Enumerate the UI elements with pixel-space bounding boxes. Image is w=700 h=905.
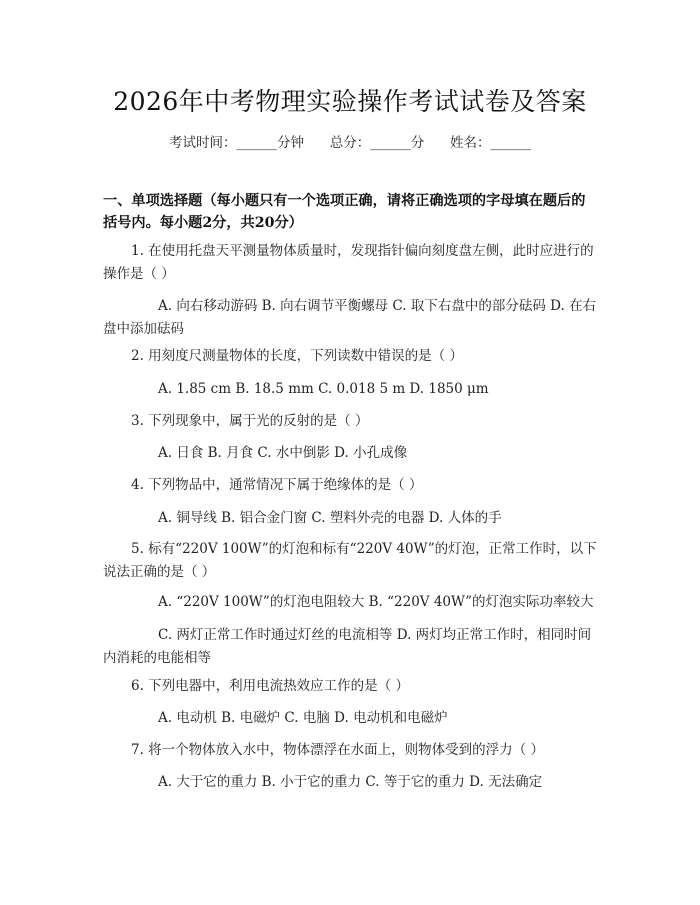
question-2-stem: 2. 用刻度尺测量物体的长度，下列读数中错误的是（ ）	[131, 348, 463, 364]
question-5-options-ab: A. “220V 100W”的灯泡电阻较大 B. “220V 40W”的灯泡实际功率较大	[158, 594, 594, 610]
question-7-options: A. 大于它的重力 B. 小于它的重力 C. 等于它的重力 D. 无法确定	[158, 774, 543, 790]
section-heading: 一、单项选择题（每小题只有一个选项正确，请将正确选项的字母填在题后的括号内。每小题2分，共20分）	[103, 193, 586, 231]
question-2-options: A. 1.85 cm B. 18.5 mm C. 0.018 5 m D. 1850 μm	[158, 381, 489, 397]
question-4-stem: 4. 下列物品中，通常情况下属于绝缘体的是（ ）	[131, 477, 423, 493]
question-4-options: A. 铜导线 B. 铝合金门窗 C. 塑料外壳的电器 D. 人体的手	[158, 510, 502, 526]
question-5-stem: 5. 标有“220V 100W”的灯泡和标有“220V 40W”的灯泡，正常工作时，以下说法正确的是（ ）	[103, 541, 597, 580]
question-1-options: A. 向右移动游码 B. 向右调节平衡螺母 C. 取下右盘中的部分砝码 D. 在右盘中添加砝码	[103, 298, 597, 337]
question-1-stem: 1. 在使用托盘天平测量物体质量时，发现指针偏向刻度盘左侧，此时应进行的操作是（ ）	[103, 243, 594, 282]
page-title: 2026年中考物理实验操作考试试卷及答案	[113, 87, 587, 116]
question-3-stem: 3. 下列现象中，属于光的反射的是（ ）	[131, 413, 369, 429]
exam-info-line: 考试时间：______分钟 总分：______分 姓名：______	[169, 135, 531, 151]
question-5-options-cd: C. 两灯正常工作时通过灯丝的电流相等 D. 两灯均正常工作时，相同时间内消耗的电能相等	[103, 627, 592, 666]
question-7-stem: 7. 将一个物体放入水中，物体漂浮在水面上，则物体受到的浮力（ ）	[131, 742, 544, 758]
question-6-stem: 6. 下列电器中，利用电流热效应工作的是（ ）	[131, 678, 409, 694]
question-3-options: A. 日食 B. 月食 C. 水中倒影 D. 小孔成像	[158, 445, 408, 461]
question-6-options: A. 电动机 B. 电磁炉 C. 电脑 D. 电动机和电磁炉	[158, 710, 448, 726]
